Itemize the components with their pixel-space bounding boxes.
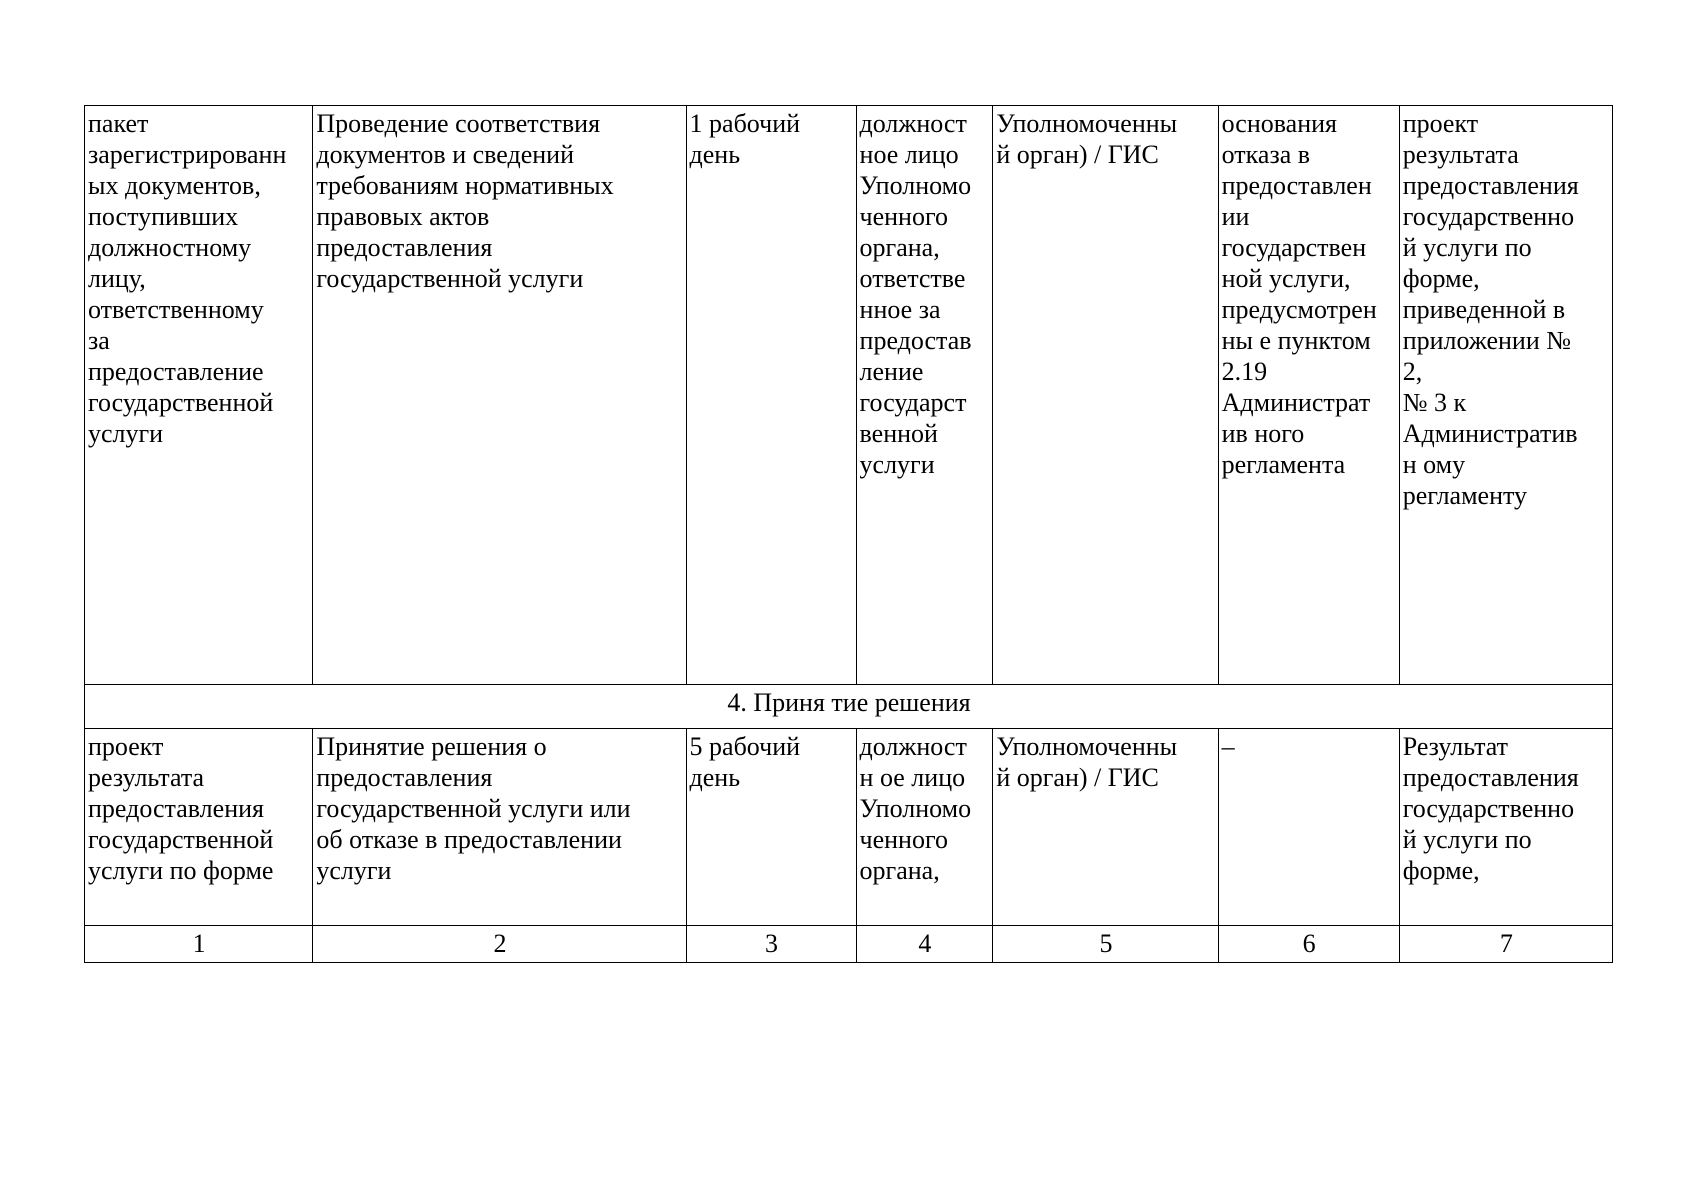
deadline-cell: 5 рабочий день: [686, 729, 856, 926]
deadline-cell: 1 рабочий день: [686, 106, 856, 685]
section-row: [85, 685, 1613, 729]
column-number: 4: [856, 926, 993, 963]
column-number: 7: [1399, 926, 1612, 963]
column-number: 5: [993, 926, 1218, 963]
system-cell: Уполномоченны й орган) / ГИС: [993, 106, 1218, 685]
table-row: [85, 106, 1613, 685]
column-number: 1: [85, 926, 313, 963]
procedure-table: [84, 105, 1613, 963]
column-number: 3: [686, 926, 856, 963]
action-cell: Проведение соответствия документов и сведений требованиям нормативных правовых актов предоставления государственной услуги: [313, 106, 686, 685]
result-cell: Результат предоставления государственно й услуги по форме,: [1399, 729, 1612, 926]
input-documents-cell: пакет зарегистрированн ых документов, поступивших должностному лицу, ответственному за предоставление государственной услуги: [85, 106, 313, 685]
section-heading: 4. Приня тие решения: [85, 685, 1613, 729]
input-documents-cell: проект результата предоставления государственной услуги по форме: [85, 729, 313, 926]
responsible-cell: должност н ое лицо Уполномо ченного органа,: [856, 729, 993, 926]
column-number: 2: [313, 926, 686, 963]
result-cell: проект результата предоставления государственно й услуги по форме, приведенной в приложении № 2, № 3 к Административ н ому регламенту: [1399, 106, 1612, 685]
column-number-row: [85, 926, 1613, 963]
system-cell: Уполномоченны й орган) / ГИС: [993, 729, 1218, 926]
table-row: [85, 729, 1613, 926]
action-cell: Принятие решения о предоставления государственной услуги или об отказе в предоставлении услуги: [313, 729, 686, 926]
criteria-cell: –: [1218, 729, 1399, 926]
column-number: 6: [1218, 926, 1399, 963]
responsible-cell: должност ное лицо Уполномо ченного органа, ответстве нное за предостав ление государст венной услуги: [856, 106, 993, 685]
criteria-cell: основания отказа в предоставлен ии государствен ной услуги, предусмотрен ны е пунктом 2.19 Администрат ив ного регламента: [1218, 106, 1399, 685]
